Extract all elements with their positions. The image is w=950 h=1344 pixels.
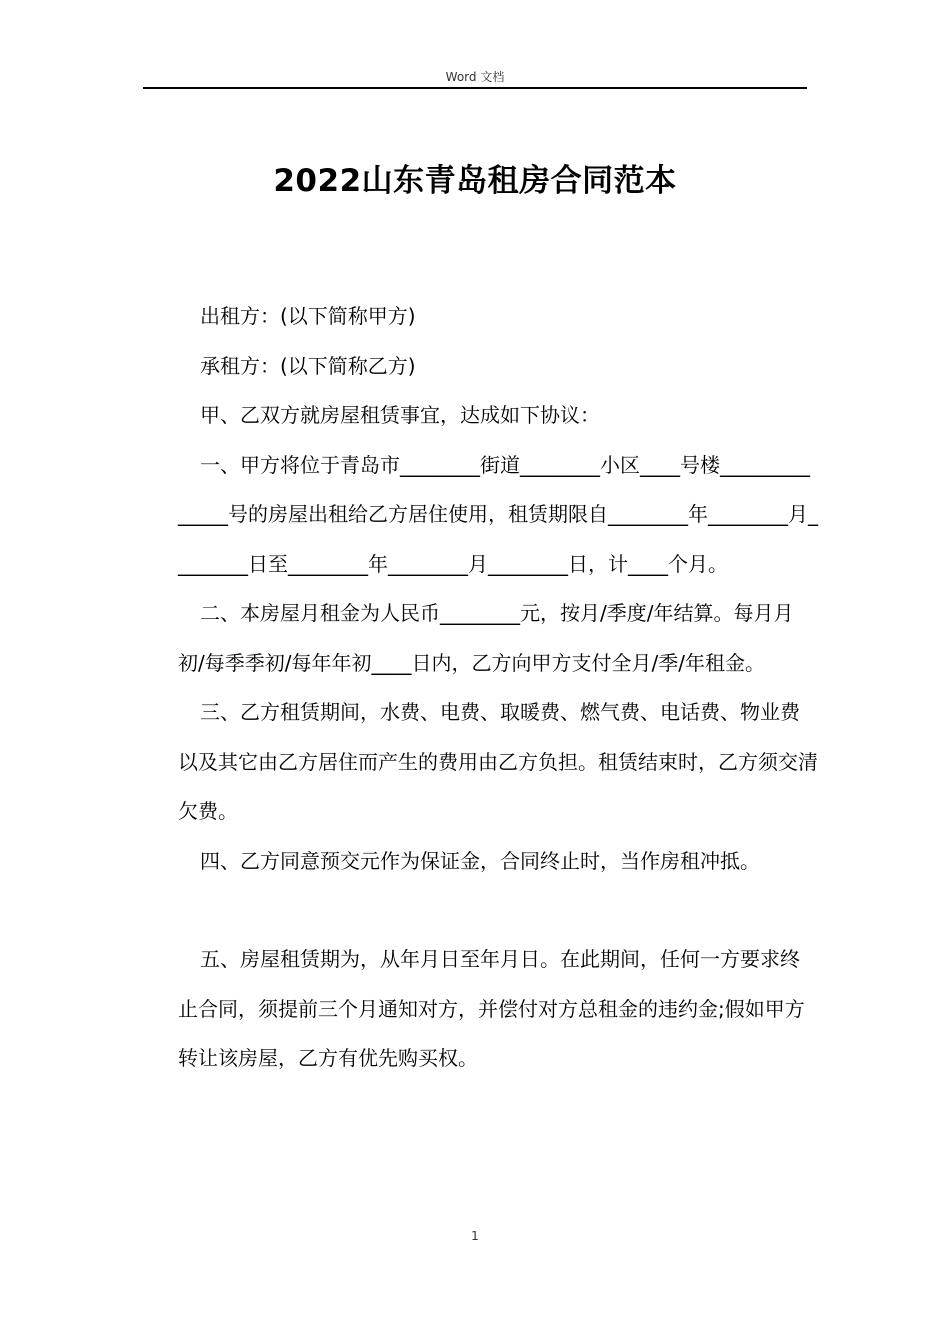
page-number: 1 [471, 1229, 479, 1243]
paragraph-lessor: 出租方：(以下简称甲方) [200, 304, 416, 328]
paragraph-clause-2: 二、本房屋月租金为人民币________元，按月/季度/年结算。每月月初/每季季初/每年年初____日内，乙方向甲方支付全月/季/年租金。 [178, 601, 794, 675]
paragraph-lessee: 承租方：(以下简称乙方) [200, 353, 416, 378]
paragraph-agreement-intro: 甲、乙双方就房屋租赁事宜，达成如下协议： [200, 403, 600, 427]
paragraph-clause-4: 四、乙方同意预交元作为保证金，合同终止时，当作房租冲抵。 [200, 848, 760, 873]
page-header: Word 文档 [445, 70, 505, 84]
paragraph-clause-5: 五、房屋租赁期为，从年月日至年月日。在此期间，任何一方要求终止合同，须提前三个月通知对方，并偿付对方总租金的违约金;假如甲方转让该房屋，乙方有优先购买权。 [178, 947, 805, 1070]
document-title: 2022山东青岛租房合同范本 [273, 163, 677, 199]
paragraph-clause-1: 一、甲方将位于青岛市________街道________小区____号楼______________号的房屋出租给乙方居住使用，租赁期限自________年________月________日至________年________月________日，计____个月。 [178, 452, 818, 576]
paragraph-clause-3: 三、乙方租赁期间，水费、电费、取暖费、燃气费、电话费、物业费以及其它由乙方居住而产生的费用由乙方负担。租赁结束时，乙方须交清欠费。 [178, 700, 818, 823]
header-divider [143, 87, 807, 89]
document-body [178, 292, 818, 1084]
